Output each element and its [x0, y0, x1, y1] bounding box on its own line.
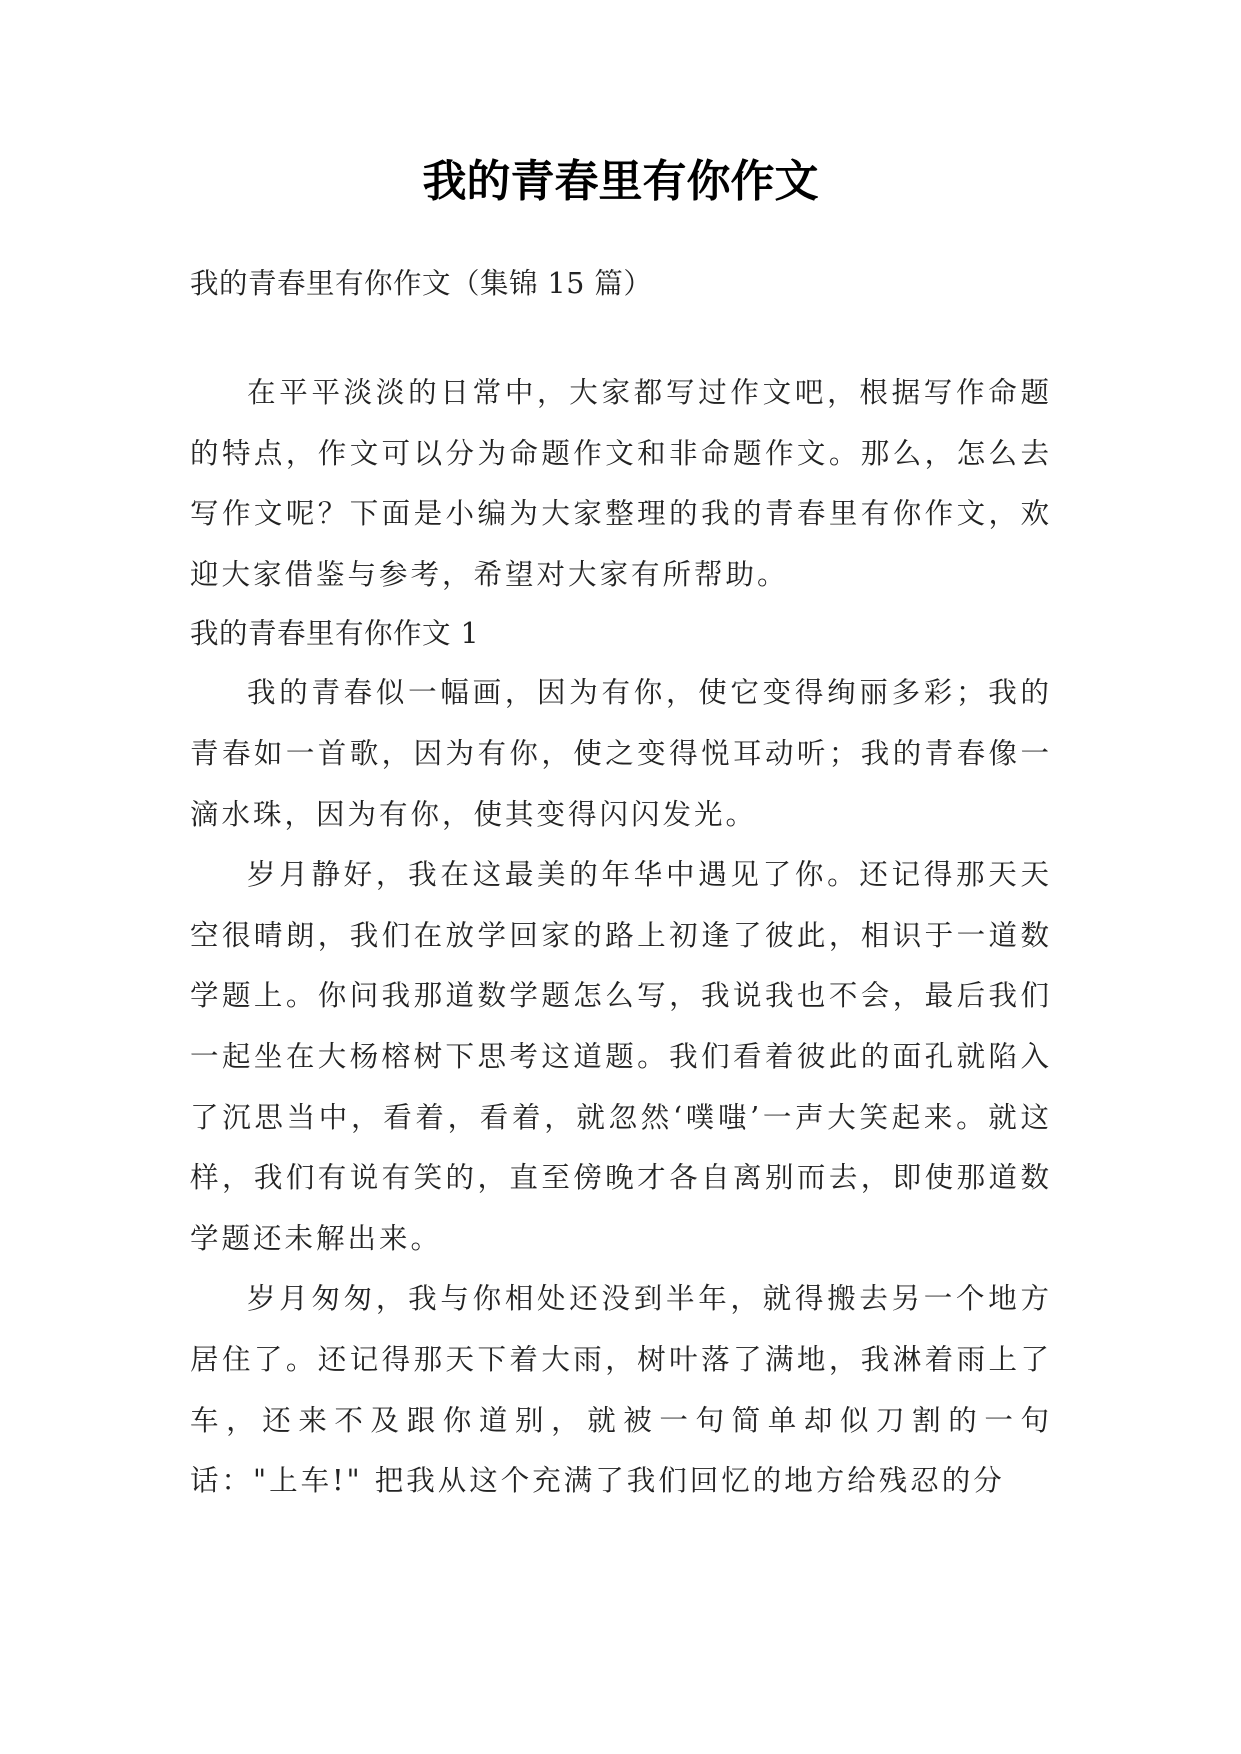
body-paragraph-3: 岁月匆匆，我与你相处还没到半年，就得搬去另一个地方居住了。还记得那天下着大雨，树叶落了满地，我淋着雨上了车，还来不及跟你道别，就被一句简单却似刀割的一句话："上车!" 把我从这个充满了我们回忆的地方给残忍的分 — [190, 1282, 1052, 1498]
intro-paragraph: 在平平淡淡的日常中，大家都写过作文吧，根据写作命题的特点，作文可以分为命题作文和非命题作文。那么，怎么去写作文呢？下面是小编为大家整理的我的青春里有你作文，欢迎大家借鉴与参考，希望对大家有所帮助。 — [190, 376, 1052, 591]
document-subtitle: 我的青春里有你作文（集锦 15 篇） — [190, 267, 653, 300]
body-paragraph-2: 岁月静好，我在这最美的年华中遇见了你。还记得那天天空很晴朗，我们在放学回家的路上初逢了彼此，相识于一道数学题上。你问我那道数学题怎么写，我说我也不会，最后我们一起坐在大杨榕树下思考这道题。我们看着彼此的面孔就陷入了沉思当中，看着，看着，就忽然‘噗嗤’一声大笑起来。就这样，我们有说有笑的，直至傍晚才各自离别而去，即使那道数学题还未解出来。 — [190, 858, 1052, 1255]
body-paragraph-1: 我的青春似一幅画，因为有你，使它变得绚丽多彩；我的青春如一首歌，因为有你，使之变得悦耳动听；我的青春像一滴水珠，因为有你，使其变得闪闪发光。 — [190, 676, 1052, 831]
section-heading: 我的青春里有你作文 1 — [190, 617, 480, 651]
document-body — [190, 255, 1052, 1512]
document-title: 我的青春里有你作文 — [422, 156, 819, 207]
